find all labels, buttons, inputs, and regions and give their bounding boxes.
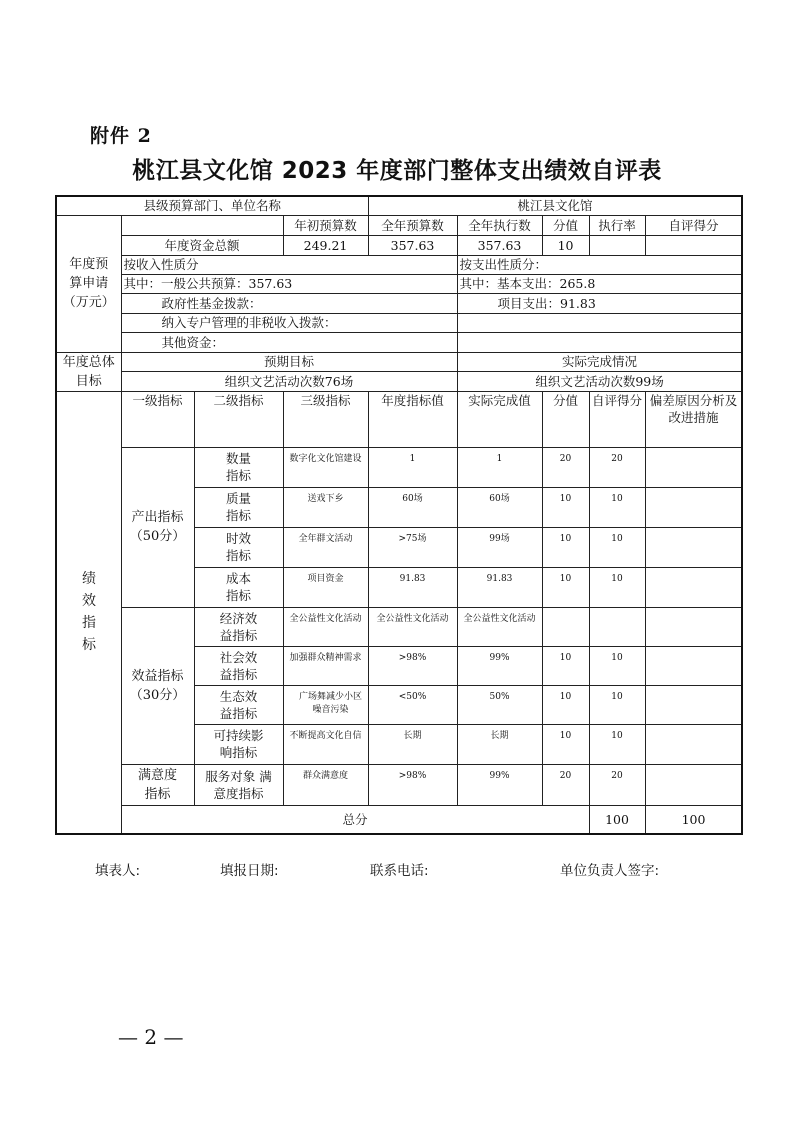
score-cell: 20 xyxy=(542,764,589,805)
deviation-cell xyxy=(645,567,742,607)
deviation-cell xyxy=(645,607,742,646)
expected-goal-header: 预期目标 xyxy=(121,352,457,371)
header-self-score: 自评得分 xyxy=(589,391,645,447)
level2-cell: 社会效 益指标 xyxy=(194,646,283,685)
actual-cell: 99场 xyxy=(457,527,542,567)
other-funds-label: 其他资金： xyxy=(121,332,457,352)
non-tax-label: 纳入专户管理的非税收入拨款： xyxy=(121,313,457,332)
general-public-budget: 其中：一般公共预算：357.63 xyxy=(121,274,457,293)
level3-cell: 数字化文化馆建设 xyxy=(283,447,368,487)
level2-cell: 服务对象 满意度指标 xyxy=(194,764,283,805)
deviation-cell xyxy=(645,527,742,567)
self-score-cell: 10 xyxy=(589,685,645,724)
total-label: 总分 xyxy=(121,805,589,834)
level2-cell: 经济效 益指标 xyxy=(194,607,283,646)
deviation-cell xyxy=(645,764,742,805)
self-score-cell: 10 xyxy=(589,487,645,527)
self-score-cell: 20 xyxy=(589,447,645,487)
header-level2: 二级指标 xyxy=(194,391,283,447)
total-funds-label: 年度资金总额 xyxy=(121,235,283,255)
score-cell: 20 xyxy=(542,447,589,487)
self-score-cell: 10 xyxy=(589,567,645,607)
actual-cell: 99% xyxy=(457,646,542,685)
actual-cell: 60场 xyxy=(457,487,542,527)
score-cell: 10 xyxy=(542,487,589,527)
project-expense: 项目支出：91.83 xyxy=(457,293,742,313)
deviation-cell xyxy=(645,487,742,527)
actual-status-header: 实际完成情况 xyxy=(457,352,742,371)
header-actual-value: 实际完成值 xyxy=(457,391,542,447)
score-cell: 10 xyxy=(542,527,589,567)
target-cell: 60场 xyxy=(368,487,457,527)
deviation-cell xyxy=(645,646,742,685)
satisfaction-indicator-label: 满意度 指标 xyxy=(121,764,194,805)
score-cell: 10 xyxy=(542,567,589,607)
col-self-score: 自评得分 xyxy=(645,215,742,235)
target-cell: >98% xyxy=(368,764,457,805)
target-cell: 长期 xyxy=(368,724,457,764)
actual-cell: 91.83 xyxy=(457,567,542,607)
score-cell: 10 xyxy=(542,685,589,724)
output-indicator-label: 产出指标 （50分） xyxy=(121,447,194,607)
target-cell: 91.83 xyxy=(368,567,457,607)
expected-goal-value: 组织文艺活动次数76场 xyxy=(121,371,457,391)
total-initial-value: 249.21 xyxy=(283,235,368,255)
actual-status-value: 组织文艺活动次数99场 xyxy=(457,371,742,391)
col-score: 分值 xyxy=(542,215,589,235)
target-cell: <50% xyxy=(368,685,457,724)
actual-cell: 99% xyxy=(457,764,542,805)
header-annual-target: 年度指标值 xyxy=(368,391,457,447)
budget-section-label: 年度预 算申请 （万元） xyxy=(56,215,121,352)
level2-cell: 可持续影 响指标 xyxy=(194,724,283,764)
level3-cell: 群众满意度 xyxy=(283,764,368,805)
header-score: 分值 xyxy=(542,391,589,447)
target-cell: 全公益性文化活动 xyxy=(368,607,457,646)
target-cell: >98% xyxy=(368,646,457,685)
document-title: 桃江县文化馆 2023 年度部门整体支出绩效自评表 xyxy=(132,158,662,184)
score-cell xyxy=(542,607,589,646)
phone-label: 联系电话: xyxy=(370,863,429,879)
self-score-cell: 10 xyxy=(589,646,645,685)
actual-cell: 全公益性文化活动 xyxy=(457,607,542,646)
level3-cell: 不断提高文化自信 xyxy=(283,724,368,764)
target-cell: 1 xyxy=(368,447,457,487)
level2-cell: 生态效 益指标 xyxy=(194,685,283,724)
deviation-cell xyxy=(645,447,742,487)
score-cell: 10 xyxy=(542,646,589,685)
header-level3: 三级指标 xyxy=(283,391,368,447)
signature-label: 单位负责人签字: xyxy=(560,863,660,879)
total-full-value: 357.63 xyxy=(368,235,457,255)
empty-cell xyxy=(121,215,283,235)
total-self-value xyxy=(645,235,742,255)
annual-goal-label: 年度总体目标 xyxy=(56,352,121,391)
self-score-cell: 10 xyxy=(589,724,645,764)
level3-cell: 全公益性文化活动 xyxy=(283,607,368,646)
header-deviation: 偏差原因分析及改进措施 xyxy=(645,391,742,447)
level2-cell: 质量 指标 xyxy=(194,487,283,527)
level2-cell: 数量 指标 xyxy=(194,447,283,487)
level3-cell: 加强群众精神需求 xyxy=(283,646,368,685)
total-score: 100 xyxy=(589,805,645,834)
dept-name-value: 桃江县文化馆 xyxy=(368,196,742,215)
empty-cell xyxy=(457,332,742,352)
actual-cell: 50% xyxy=(457,685,542,724)
total-exec-value: 357.63 xyxy=(457,235,542,255)
performance-table xyxy=(55,195,743,835)
gov-fund-label: 政府性基金拨款： xyxy=(121,293,457,313)
self-score-cell xyxy=(589,607,645,646)
empty-cell xyxy=(457,313,742,332)
deviation-cell xyxy=(645,724,742,764)
self-score-cell: 10 xyxy=(589,527,645,567)
target-cell: >75场 xyxy=(368,527,457,567)
level2-cell: 成本 指标 xyxy=(194,567,283,607)
actual-cell: 长期 xyxy=(457,724,542,764)
by-expense-label: 按支出性质分： xyxy=(457,255,742,274)
level3-cell: 送戏下乡 xyxy=(283,487,368,527)
by-income-label: 按收入性质分 xyxy=(121,255,457,274)
col-full-exec: 全年执行数 xyxy=(457,215,542,235)
attachment-label: 附件 2 xyxy=(90,125,152,147)
level3-cell: 全年群文活动 xyxy=(283,527,368,567)
benefit-indicator-label: 效益指标 （30分） xyxy=(121,607,194,764)
col-initial-budget: 年初预算数 xyxy=(283,215,368,235)
level2-cell: 时效 指标 xyxy=(194,527,283,567)
deviation-cell xyxy=(645,685,742,724)
fill-date-label: 填报日期: xyxy=(220,863,279,879)
filler-label: 填表人: xyxy=(95,863,141,879)
col-full-budget: 全年预算数 xyxy=(368,215,457,235)
col-exec-rate: 执行率 xyxy=(589,215,645,235)
actual-cell: 1 xyxy=(457,447,542,487)
indicators-section-label: 绩 效 指 标 xyxy=(56,391,121,834)
total-self-score: 100 xyxy=(645,805,742,834)
basic-expense: 其中：基本支出：265.8 xyxy=(457,274,742,293)
header-level1: 一级指标 xyxy=(121,391,194,447)
level3-cell: 项目资金 xyxy=(283,567,368,607)
dept-name-label: 县级预算部门、单位名称 xyxy=(56,196,368,215)
self-score-cell: 20 xyxy=(589,764,645,805)
total-rate-value xyxy=(589,235,645,255)
page-number: — 2 — xyxy=(118,1025,184,1049)
level3-cell: 广场舞减少小区噪音污染 xyxy=(283,685,368,724)
total-score-value: 10 xyxy=(542,235,589,255)
score-cell: 10 xyxy=(542,724,589,764)
